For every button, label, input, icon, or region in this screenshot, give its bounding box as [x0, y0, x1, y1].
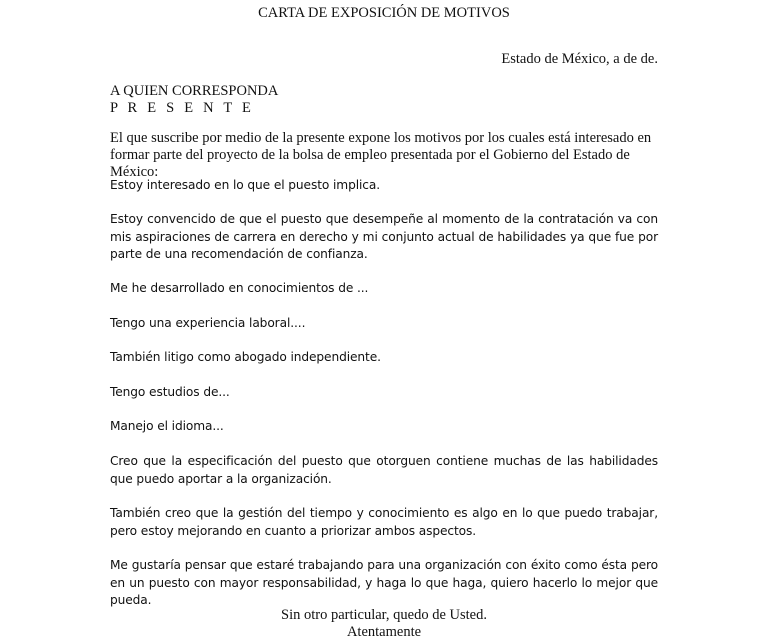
closing-signoff: Atentamente: [346, 624, 422, 640]
motive-paragraph: Me he desarrollado en conocimientos de ...: [110, 281, 369, 295]
motive-paragraph: Me gustaría pensar que estaré trabajando para una organización con éxito como ésta pero en un puesto con mayor responsabilidad, y haga lo que haga, quiero hacerlo lo mejor que pueda.: [110, 558, 658, 607]
document-title: CARTA DE EXPOSICIÓN DE MOTIVOS: [258, 5, 510, 21]
intro-paragraph: El que suscribe por medio de la presente expone los motivos por los cuales está interesado en formar parte del proyecto de la bolsa de empleo presentada por el Gobierno del Estado de México:: [110, 130, 652, 180]
motive-paragraph: Creo que la especificación del puesto que otorguen contiene muchas de las habilidades que puedo aportar a la organización.: [110, 454, 658, 486]
addressee-block: [110, 83, 278, 117]
motive-paragraph: Estoy convencido de que el puesto que desempeñe al momento de la contratación va con mis aspiraciones de carrera en derecho y mi conjunto actual de habilidades ya que fue por parte de una recomendación de confianza.: [110, 212, 658, 261]
motive-paragraph: También creo que la gestión del tiempo y conocimiento es algo en lo que puedo trabajar, pero estoy mejorando en cuanto a priorizar ambos aspectos.: [110, 506, 658, 538]
motive-paragraph: También litigo como abogado independiente.: [110, 350, 381, 364]
addressee-line: A QUIEN CORRESPONDA: [110, 83, 279, 99]
motive-paragraph: Estoy interesado en lo que el puesto implica.: [110, 178, 381, 192]
closing-line: Sin otro particular, quedo de Usted.: [281, 607, 487, 623]
motive-paragraph: Manejo el idioma...: [110, 419, 224, 433]
dateline: Estado de México, a de de.: [501, 51, 658, 67]
addressee-present-line: P R E S E N T E: [110, 100, 255, 116]
motive-paragraph: Tengo estudios de...: [110, 385, 230, 399]
motive-paragraph: Tengo una experiencia laboral....: [110, 316, 306, 330]
